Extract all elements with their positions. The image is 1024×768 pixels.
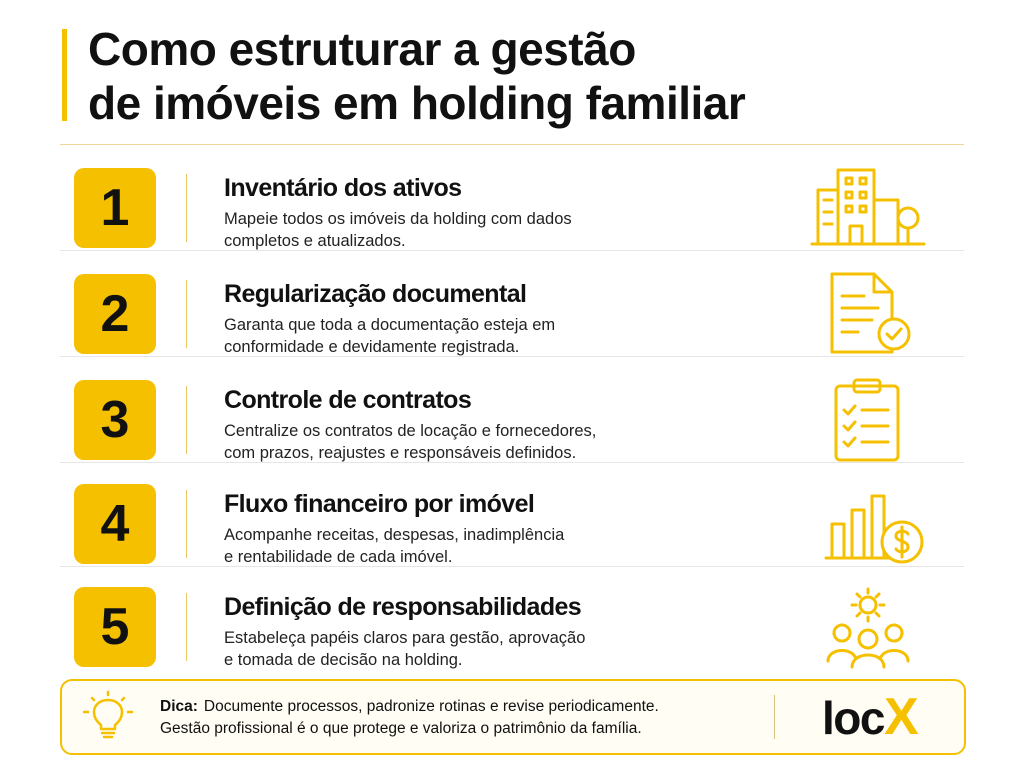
document-check-icon xyxy=(808,272,928,356)
step-1 xyxy=(60,146,964,251)
step-description-line: conformidade e devidamente registrada. xyxy=(224,338,520,356)
step-description-line: e tomada de decisão na holding. xyxy=(224,651,463,669)
brand-logo xyxy=(822,689,917,745)
tip-line-2: Gestão profissional é o que protege e valoriza o patrimônio da família. xyxy=(160,720,642,737)
step-number-badge: 4 xyxy=(74,484,156,564)
buildings-icon xyxy=(808,166,928,250)
step-divider-line xyxy=(186,386,187,454)
step-divider-line xyxy=(186,174,187,242)
step-description xyxy=(224,208,664,252)
step-divider-line xyxy=(186,490,187,558)
step-description xyxy=(224,524,664,568)
step-number-badge: 3 xyxy=(74,380,156,460)
step-description-line: Centralize os contratos de locação e fornecedores, xyxy=(224,422,597,440)
team-gear-icon xyxy=(808,585,928,669)
step-4 xyxy=(60,462,964,567)
step-title: Controle de contratos xyxy=(224,386,472,414)
step-description-line: Acompanhe receitas, despesas, inadimplência xyxy=(224,526,565,544)
tip-box xyxy=(60,679,966,755)
title-accent-bar xyxy=(62,29,67,121)
page-title-line-2: de imóveis em holding familiar xyxy=(88,77,746,129)
row-divider xyxy=(60,250,964,251)
step-divider-line xyxy=(186,280,187,348)
step-number-badge: 1 xyxy=(74,168,156,248)
tip-text xyxy=(160,696,659,740)
tip-label: Dica: xyxy=(160,698,198,715)
step-number-badge: 5 xyxy=(74,587,156,667)
step-description-line: Garanta que toda a documentação esteja em xyxy=(224,316,556,334)
title-divider xyxy=(60,144,964,145)
step-description-line: Estabeleça papéis claros para gestão, aprovação xyxy=(224,629,586,647)
step-title: Regularização documental xyxy=(224,280,527,308)
step-description-line: com prazos, reajustes e responsáveis definidos. xyxy=(224,444,577,462)
page-title xyxy=(88,22,968,130)
step-2 xyxy=(60,252,964,357)
step-title: Inventário dos ativos xyxy=(224,174,462,202)
step-title: Definição de responsabilidades xyxy=(224,593,582,621)
step-description xyxy=(224,627,664,671)
page-title-line-1: Como estruturar a gestão xyxy=(88,23,636,75)
bar-chart-dollar-icon xyxy=(808,482,928,566)
step-5 xyxy=(60,565,964,670)
step-description-line: completos e atualizados. xyxy=(224,232,406,250)
step-divider-line xyxy=(186,593,187,661)
logo-text: loc xyxy=(822,692,884,744)
step-title: Fluxo financeiro por imóvel xyxy=(224,490,535,518)
step-description xyxy=(224,314,664,358)
step-number-badge: 2 xyxy=(74,274,156,354)
row-divider xyxy=(60,356,964,357)
tip-divider xyxy=(774,695,775,739)
tip-line-1: Documente processos, padronize rotinas e revise periodicamente. xyxy=(203,698,659,715)
lightbulb-icon xyxy=(82,691,134,743)
step-description-line: Mapeie todos os imóveis da holding com dados xyxy=(224,210,572,228)
logo-accent: X xyxy=(883,688,918,746)
step-3 xyxy=(60,358,964,463)
step-description-line: e rentabilidade de cada imóvel. xyxy=(224,548,453,566)
clipboard-checklist-icon xyxy=(808,378,928,462)
step-description xyxy=(224,420,664,464)
